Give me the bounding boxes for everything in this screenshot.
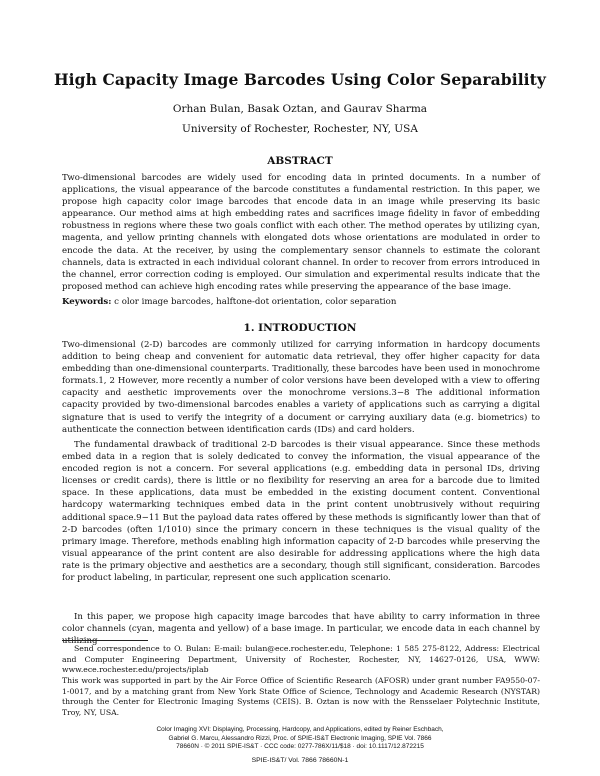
intro-paragraph-3: In this paper, we propose high capacity image barcodes that have ability to carry information in three color channels (cyan, magenta and yellow) of a base image. In particular, we encode data in each channel by utilizing (62, 612, 540, 647)
footer-line-2: Gabriel G. Marcu, Alessandro Rizzi, Proc. of SPIE-IS&T Electronic Imaging, SPIE Vol. 7866 (168, 734, 432, 742)
intro-paragraph-1: Two-dimensional (2-D) barcodes are commonly utilized for carrying information in hardcopy documents addition to being cheap and convenient for automatic data retrieval, they offer higher capacity for data embedding than one-dimensional counterparts. Traditionally, these barcodes have been used in monochrome formats.1, 2 However, more recently a number of color versions have been developed with a view to offering capacity and aesthetic improvements over the monochrome versions.3−8 The additional information capacity provided by two-dimensional barcodes enables a variety of applications such as carrying a digital signature that is used to verify the integrity of a document or carrying auxiliary data (e.g. biometrics) to authenticate the connection between identification cards (IDs) and card holders. (62, 340, 540, 435)
abstract-text: Two-dimensional barcodes are widely used for encoding data in printed documents. In a number of applications, the visual appearance of the barcode constitutes a fundamental restriction. In this paper, we propose high capacity color image barcodes that encode data in an image while preserving its basic appearance. Our method aims at high embedding rates and sacrifices image fidelity in favor of embedding robustness in regions where these two goals conflict with each other. The method operates by utilizing cyan, magenta, and yellow printing channels with elongated dots whose orientations are modulated in order to encode the data. At the receiver, by using the complementary sensor channels to estimate the colorant channels, data is extracted in each individual colorant channel. In order to recover from errors introduced in the channel, error correction coding is employed. Our simulation and experimental results indicate that the proposed method can achieve high encoding rates while preserving the appearance of the base image. (62, 173, 540, 292)
footnote-correspondence: Send correspondence to O. Bulan: E-mail: bulan@ece.rochester.edu, Telephone: 1 585 275-8122, Address: Electrical and Computer Engineering Department, University of Rochester, Rochester, NY, 14627-0126, USA, WWW: www.ece.rochester.edu/projects/iplab (62, 644, 540, 675)
footer-line-1: Color Imaging XVI: Displaying, Processing, Hardcopy, and Applications, edited by Reiner Eschbach, (156, 726, 444, 733)
affiliation: University of Rochester, Rochester, NY, USA (182, 123, 418, 135)
author-list: Orhan Bulan, Basak Oztan, and Gaurav Sharma (172, 103, 428, 115)
page-number: SPIE-IS&T/ Vol. 7866 78660N-1 (251, 757, 349, 764)
footer-line-3: 78660N · © 2011 SPIE-IS&T · CCC code: 0277-786X/11/$18 · doi: 10.1117/12.872215 (176, 743, 424, 751)
footnote-funding: This work was supported in part by the Air Force Office of Scientific Research (AFOSR) under grant number FA9550-07-1-0017, and by a matching grant from New York State Office of Science, Technology and Academic Research (NYSTAR) through the Center for Electronic Imaging Systems (CEIS). B. Oztan is now with the Rensselaer Polytechnic Institute, Troy, NY, USA. (62, 676, 540, 717)
publication-footer (0, 726, 600, 752)
keywords-label: Keywords: (62, 297, 112, 307)
intro-paragraph-2: The fundamental drawback of traditional 2-D barcodes is their visual appearance. Since these methods embed data in a region that is solely dedicated to convey the information, the visual appearance of the encoded region is not a concern. For several applications (e.g. embedding data in personal IDs, driving licenses or credit cards), there is little or no flexibility for reserving an area for a barcode due to limited space. In these applications, data must be embedded in the existing document content. Conventional hardcopy watermarking techniques embed data in the print content unobtrusively without requiring additional space.9−11 But the payload data rates offered by these methods is significantly lower than that of 2-D barcodes (often 1/1010) since the primary concern in these techniques is the visual quality of the primary image. Therefore, methods enabling high information capacity of 2-D barcodes while preserving the visual appearance of the print content are also desirable for addressing applications where the high data rate is the primary objective and aesthetics are a secondary, though still significant, consideration. Barcodes for product labeling, in particular, represent one such application scenario. (62, 440, 540, 584)
section-heading-introduction: 1. INTRODUCTION (243, 322, 357, 334)
keywords (62, 296, 540, 308)
abstract-heading: ABSTRACT (267, 155, 333, 167)
keywords-text: c olor image barcodes, halftone-dot orientation, color separation (114, 297, 397, 307)
footnote-divider (62, 640, 148, 641)
paper-title: High Capacity Image Barcodes Using Color Separability (53, 70, 547, 89)
